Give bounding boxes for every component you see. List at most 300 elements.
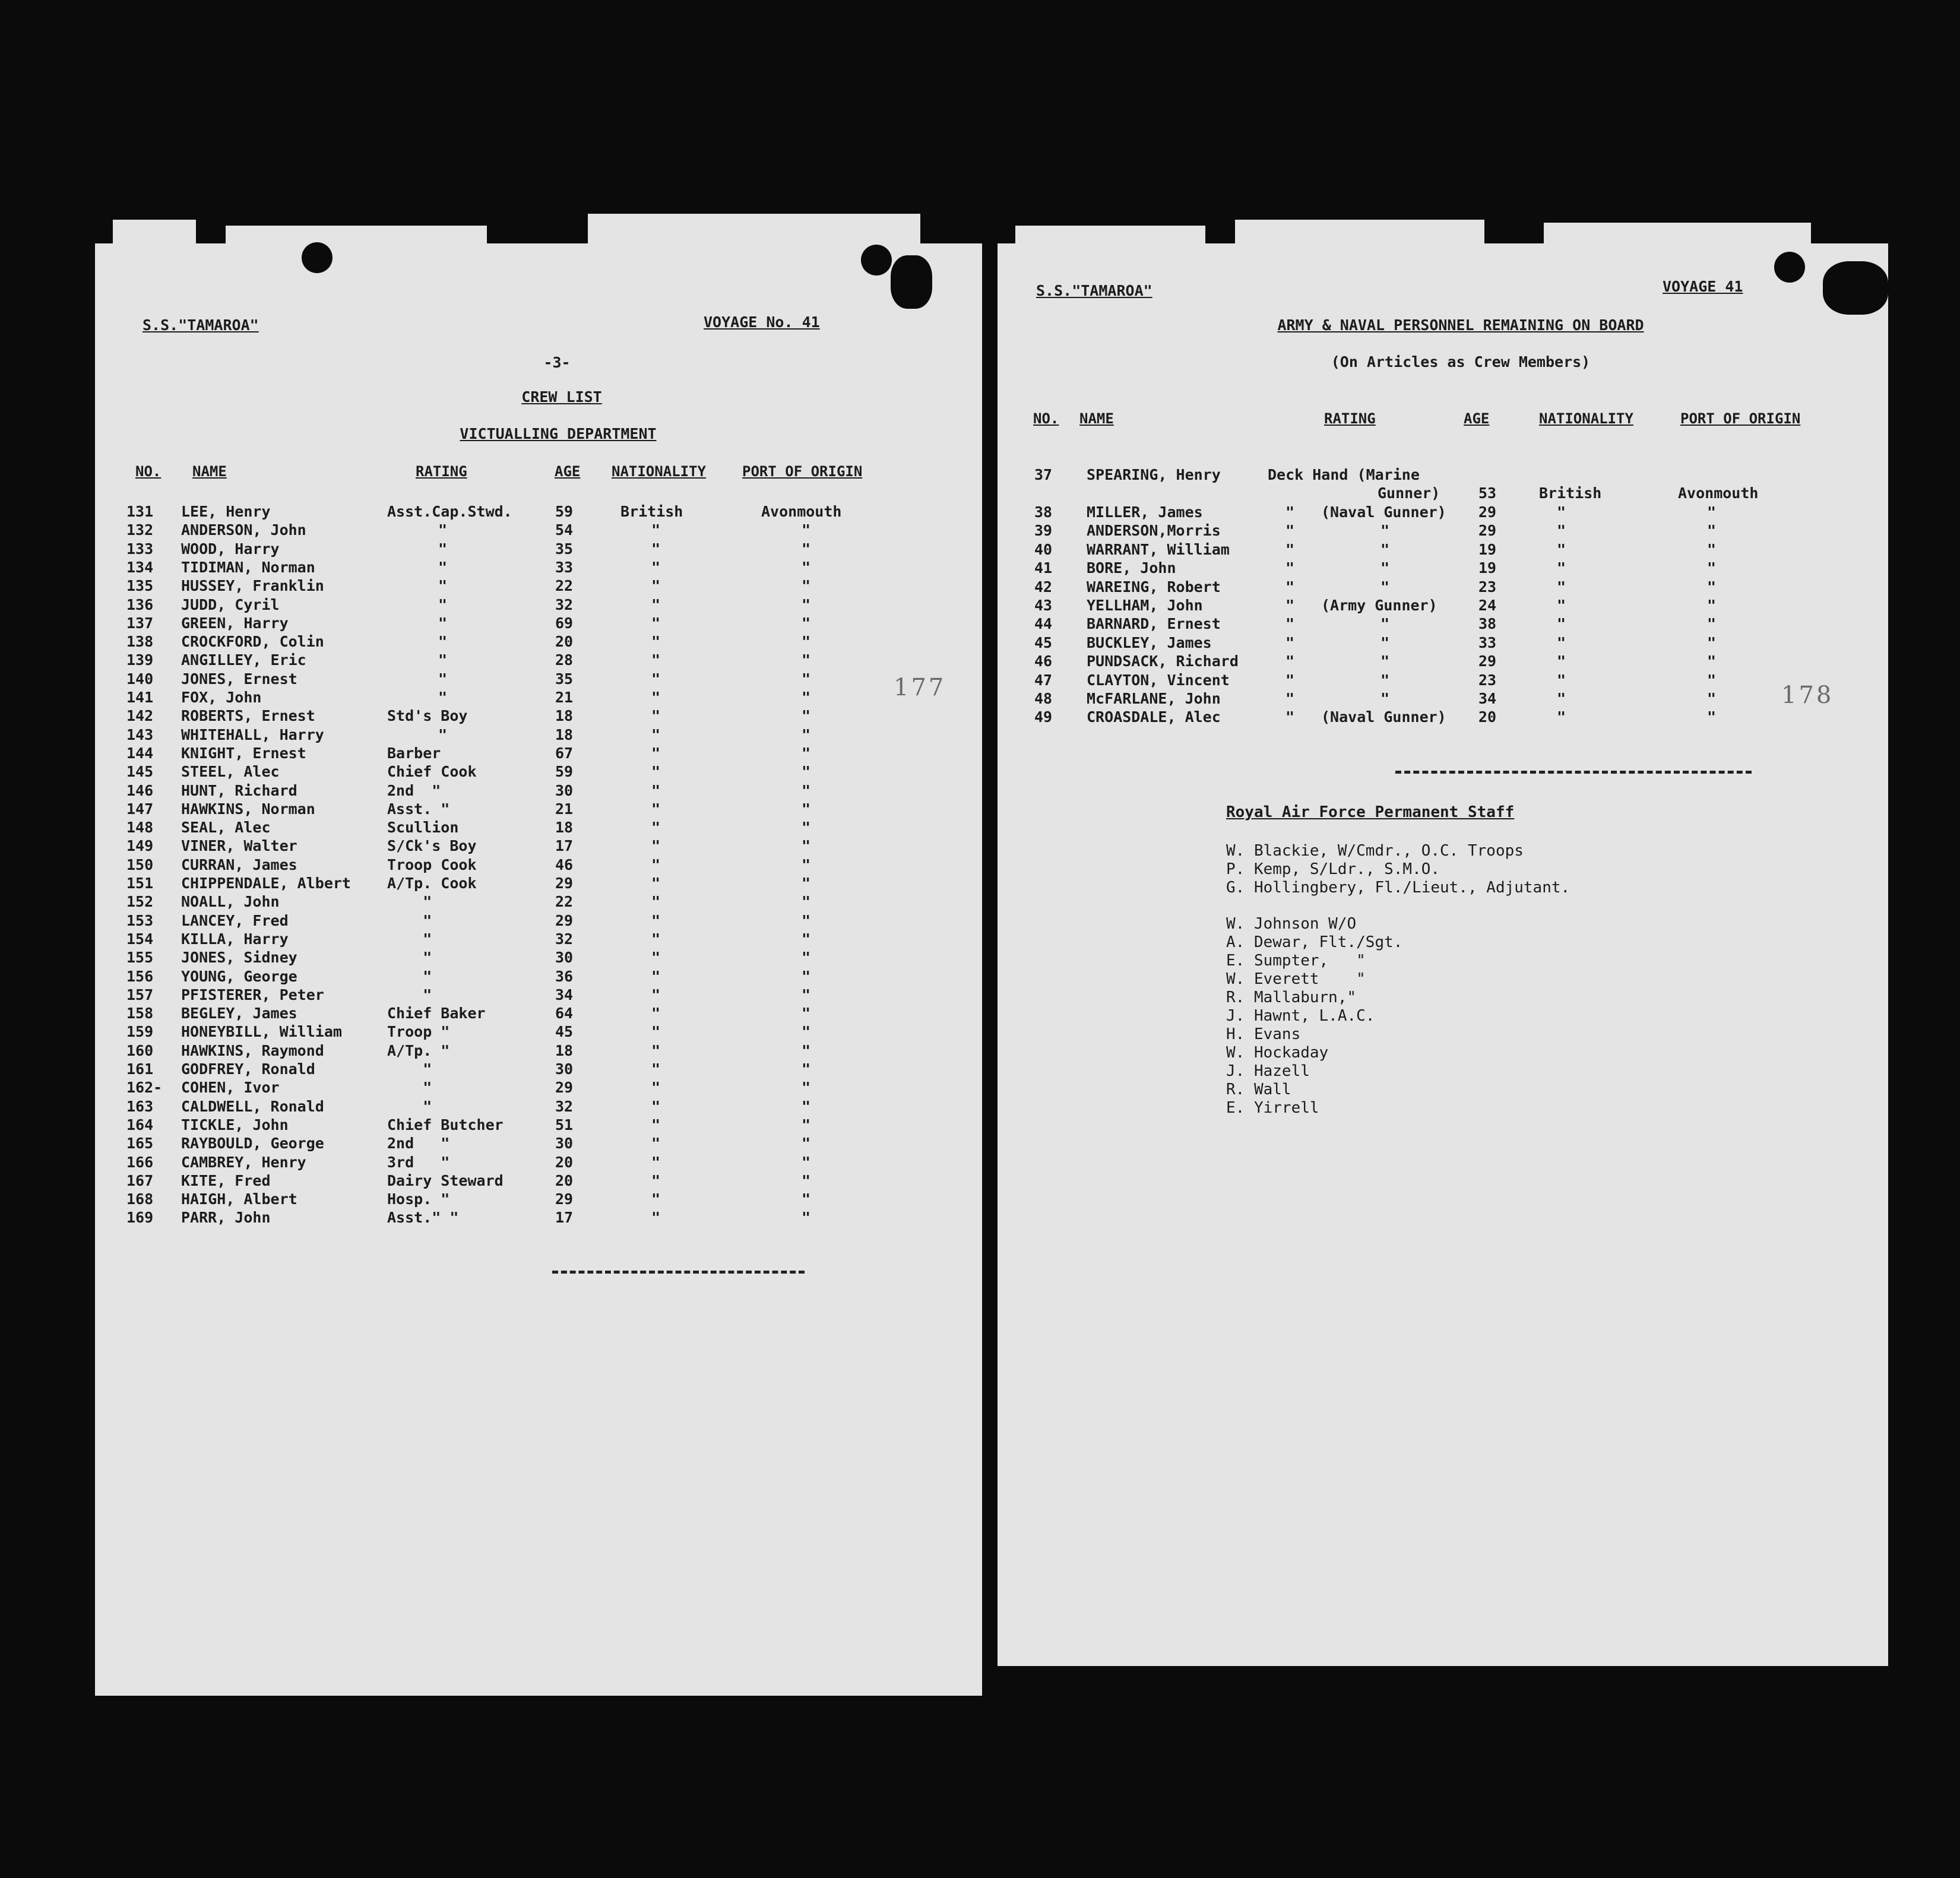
row-port: " bbox=[802, 930, 811, 948]
row-port: " bbox=[802, 875, 811, 892]
row-rating: A/Tp. Cook bbox=[387, 875, 477, 892]
row-number: 37 bbox=[1034, 466, 1053, 483]
row-port: " bbox=[802, 800, 811, 818]
table-row bbox=[0, 503, 1960, 522]
row-rating: " bbox=[438, 558, 448, 576]
row-rating-detail: " bbox=[1380, 690, 1390, 707]
row-age: 29 bbox=[1478, 503, 1497, 521]
row-number: 160 bbox=[126, 1041, 154, 1059]
row-nationality: " bbox=[651, 577, 661, 595]
row-nationality: " bbox=[651, 1097, 661, 1115]
row-rating: " bbox=[1285, 690, 1295, 707]
row-number: 155 bbox=[126, 949, 154, 967]
column-header-rating: RATING bbox=[1324, 410, 1376, 427]
torn-edge bbox=[1823, 261, 1888, 315]
left-page-top-edge bbox=[113, 220, 196, 255]
row-age: 23 bbox=[1478, 671, 1497, 689]
section-title: ARMY & NAVAL PERSONNEL REMAINING ON BOARD bbox=[1277, 316, 1644, 334]
row-name: JONES, Ernest bbox=[181, 670, 297, 688]
row-nationality: " bbox=[1557, 671, 1566, 689]
row-age: 29 bbox=[555, 911, 574, 929]
table-row bbox=[0, 541, 1960, 559]
divider-rule bbox=[1395, 771, 1752, 774]
table-row bbox=[0, 672, 1960, 690]
row-port: " bbox=[1707, 671, 1717, 689]
row-name: CAMBREY, Henry bbox=[181, 1153, 306, 1171]
row-number: 45 bbox=[1034, 634, 1053, 651]
row-port: " bbox=[802, 911, 811, 929]
row-nationality: " bbox=[651, 689, 661, 706]
row-age: 22 bbox=[555, 893, 574, 911]
row-nationality: " bbox=[651, 614, 661, 632]
row-age: 20 bbox=[1478, 708, 1497, 726]
row-name: COHEN, Ivor bbox=[181, 1079, 280, 1097]
row-rating: " bbox=[387, 930, 432, 948]
row-nationality: " bbox=[651, 540, 661, 558]
row-age: 29 bbox=[555, 1079, 574, 1097]
row-port: " bbox=[1707, 708, 1717, 726]
row-port: " bbox=[1707, 653, 1717, 670]
row-port: " bbox=[1707, 634, 1717, 651]
table-row bbox=[0, 559, 1960, 578]
raf-staff-entry: J. Hawnt, L.A.C. bbox=[1226, 1007, 1375, 1025]
row-number: 157 bbox=[126, 986, 154, 1003]
row-rating: " bbox=[1285, 671, 1295, 689]
row-name: SEAL, Alec bbox=[181, 819, 271, 837]
row-rating: Chief Baker bbox=[387, 1005, 486, 1022]
row-name: JONES, Sidney bbox=[181, 949, 297, 967]
punch-hole bbox=[1774, 252, 1805, 283]
table-row bbox=[0, 615, 1960, 634]
column-header-nationality: NATIONALITY bbox=[1539, 410, 1633, 427]
row-age: 38 bbox=[1478, 615, 1497, 633]
raf-staff-entry: E. Sumpter, " bbox=[1226, 952, 1366, 970]
row-rating: 3rd " bbox=[387, 1153, 450, 1171]
row-port: " bbox=[802, 781, 811, 799]
row-name: CROCKFORD, Colin bbox=[181, 633, 324, 651]
row-name: McFARLANE, John bbox=[1087, 690, 1221, 707]
row-port: " bbox=[802, 1116, 811, 1133]
row-age: 45 bbox=[555, 1023, 574, 1041]
row-name: HAWKINS, Norman bbox=[181, 800, 315, 818]
row-name: FOX, John bbox=[181, 689, 262, 706]
row-rating: " bbox=[387, 1097, 432, 1115]
row-number: 133 bbox=[126, 540, 154, 558]
row-rating-detail: " bbox=[1380, 671, 1390, 689]
left-page-top-edge bbox=[226, 226, 487, 255]
row-nationality: " bbox=[1557, 597, 1566, 614]
row-nationality: " bbox=[1557, 708, 1566, 726]
row-nationality: " bbox=[651, 651, 661, 669]
row-name: JUDD, Cyril bbox=[181, 596, 280, 613]
row-rating: Deck Hand (Marine bbox=[1268, 466, 1420, 483]
row-rating: Chief Butcher bbox=[387, 1116, 504, 1133]
row-number: 158 bbox=[126, 1005, 154, 1022]
row-rating: Barber bbox=[387, 744, 441, 762]
row-port: " bbox=[802, 540, 811, 558]
row-name: ANGILLEY, Eric bbox=[181, 651, 306, 669]
row-number: 146 bbox=[126, 781, 154, 799]
row-rating: " bbox=[1285, 503, 1295, 521]
row-nationality: " bbox=[651, 819, 661, 837]
row-port: " bbox=[802, 558, 811, 576]
row-nationality: " bbox=[651, 521, 661, 539]
row-age: 36 bbox=[555, 967, 574, 985]
row-number: 136 bbox=[126, 596, 154, 613]
row-port: " bbox=[802, 689, 811, 706]
column-header-no: NO. bbox=[135, 463, 162, 480]
row-age: 54 bbox=[555, 521, 574, 539]
row-age: 33 bbox=[1478, 634, 1497, 651]
row-age: 32 bbox=[555, 596, 574, 613]
row-port: " bbox=[1707, 503, 1717, 521]
row-port: " bbox=[802, 1171, 811, 1189]
row-number: 162- bbox=[126, 1079, 163, 1097]
row-rating: " bbox=[438, 726, 448, 743]
row-name: BEGLEY, James bbox=[181, 1005, 297, 1022]
row-rating: " bbox=[438, 651, 448, 669]
row-age: 30 bbox=[555, 1060, 574, 1078]
row-nationality: " bbox=[651, 856, 661, 873]
row-rating: Gunner) bbox=[1378, 484, 1440, 502]
row-port: Avonmouth bbox=[1678, 484, 1759, 502]
row-name: RAYBOULD, George bbox=[181, 1135, 324, 1152]
table-row bbox=[0, 578, 1960, 597]
raf-staff-entry: R. Wall bbox=[1226, 1081, 1291, 1098]
row-port: " bbox=[802, 744, 811, 762]
row-nationality: " bbox=[651, 670, 661, 688]
row-number: 147 bbox=[126, 800, 154, 818]
row-nationality: " bbox=[651, 781, 661, 799]
row-rating: Scullion bbox=[387, 819, 459, 837]
row-name: CHIPPENDALE, Albert bbox=[181, 875, 351, 892]
row-number: 39 bbox=[1034, 522, 1053, 540]
row-port: " bbox=[802, 633, 811, 651]
row-name: PUNDSACK, Richard bbox=[1087, 653, 1239, 670]
raf-officer-entry: P. Kemp, S/Ldr., S.M.O. bbox=[1226, 860, 1440, 878]
row-port: " bbox=[802, 614, 811, 632]
row-port: " bbox=[802, 1041, 811, 1059]
row-port: " bbox=[802, 763, 811, 781]
row-port: " bbox=[802, 577, 811, 595]
column-header-no: NO. bbox=[1033, 410, 1059, 427]
row-rating: " bbox=[1285, 522, 1295, 540]
row-port: " bbox=[802, 1153, 811, 1171]
row-age: 17 bbox=[555, 1209, 574, 1227]
row-rating-detail: " bbox=[1380, 522, 1390, 540]
row-number: 150 bbox=[126, 856, 154, 873]
row-age: 30 bbox=[555, 1135, 574, 1152]
row-age: 18 bbox=[555, 819, 574, 837]
row-rating: " bbox=[387, 949, 432, 967]
row-rating: S/Ck's Boy bbox=[387, 837, 477, 855]
row-port: " bbox=[802, 670, 811, 688]
row-port: " bbox=[1707, 540, 1717, 558]
row-nationality: " bbox=[651, 875, 661, 892]
row-number: 140 bbox=[126, 670, 154, 688]
row-age: 32 bbox=[555, 930, 574, 948]
table-row bbox=[0, 708, 1960, 727]
row-rating: Std's Boy bbox=[387, 707, 468, 725]
row-port: " bbox=[802, 1005, 811, 1022]
row-port: " bbox=[1707, 559, 1717, 577]
row-name: PFISTERER, Peter bbox=[181, 986, 324, 1003]
row-port: " bbox=[802, 707, 811, 725]
row-port: " bbox=[802, 1079, 811, 1097]
table-row bbox=[0, 597, 1960, 615]
row-number: 148 bbox=[126, 819, 154, 837]
row-number: 46 bbox=[1034, 653, 1053, 670]
row-name: NOALL, John bbox=[181, 893, 280, 911]
row-rating: " bbox=[387, 1079, 432, 1097]
column-header-name: NAME bbox=[1079, 410, 1114, 427]
column-header-rating: RATING bbox=[416, 463, 467, 480]
row-name: CALDWELL, Ronald bbox=[181, 1097, 324, 1115]
row-nationality: " bbox=[651, 1209, 661, 1227]
row-number: 164 bbox=[126, 1116, 154, 1133]
row-rating-detail: (Naval Gunner) bbox=[1321, 708, 1446, 726]
row-age: 59 bbox=[555, 763, 574, 781]
row-rating: " bbox=[387, 986, 432, 1003]
row-name: GODFREY, Ronald bbox=[181, 1060, 315, 1078]
row-rating-detail: (Army Gunner) bbox=[1321, 597, 1437, 614]
row-nationality: " bbox=[651, 911, 661, 929]
row-number: 153 bbox=[126, 911, 154, 929]
row-rating: Asst.Cap.Stwd. bbox=[387, 503, 512, 520]
raf-staff-entry: W. Everett " bbox=[1226, 970, 1366, 988]
row-age: 29 bbox=[1478, 653, 1497, 670]
row-number: 145 bbox=[126, 763, 154, 781]
row-rating: " bbox=[387, 911, 432, 929]
row-rating: " bbox=[438, 670, 448, 688]
row-port: " bbox=[802, 521, 811, 539]
row-number: 49 bbox=[1034, 708, 1053, 726]
row-rating: " bbox=[438, 596, 448, 613]
row-name: WARRANT, William bbox=[1087, 540, 1230, 558]
row-name: KITE, Fred bbox=[181, 1171, 271, 1189]
row-number: 48 bbox=[1034, 690, 1053, 707]
row-rating: A/Tp. " bbox=[387, 1041, 450, 1059]
row-port: " bbox=[802, 986, 811, 1003]
row-age: 46 bbox=[555, 856, 574, 873]
row-age: 18 bbox=[555, 707, 574, 725]
raf-staff-entry: H. Evans bbox=[1226, 1025, 1301, 1043]
row-nationality: " bbox=[651, 726, 661, 743]
row-rating: " bbox=[1285, 708, 1295, 726]
row-age: 19 bbox=[1478, 540, 1497, 558]
row-port: " bbox=[802, 1023, 811, 1041]
row-age: 69 bbox=[555, 614, 574, 632]
column-header-nationality: NATIONALITY bbox=[612, 463, 706, 480]
table-row bbox=[0, 634, 1960, 653]
table-row bbox=[0, 653, 1960, 671]
row-name: YELLHAM, John bbox=[1087, 597, 1203, 614]
row-nationality: " bbox=[651, 633, 661, 651]
row-port: " bbox=[1707, 597, 1717, 614]
row-nationality: " bbox=[1557, 578, 1566, 596]
row-nationality: British bbox=[620, 503, 683, 520]
row-rating: Dairy Steward bbox=[387, 1171, 504, 1189]
row-nationality: " bbox=[1557, 540, 1566, 558]
row-nationality: " bbox=[651, 967, 661, 985]
row-nationality: " bbox=[651, 837, 661, 855]
row-name: KILLA, Harry bbox=[181, 930, 289, 948]
right-page bbox=[998, 243, 1888, 1666]
row-rating: " bbox=[1285, 615, 1295, 633]
row-port: Avonmouth bbox=[761, 503, 842, 520]
row-name: TICKLE, John bbox=[181, 1116, 289, 1133]
page-stamp: 178 bbox=[1781, 682, 1834, 709]
row-name: WHITEHALL, Harry bbox=[181, 726, 324, 743]
row-nationality: " bbox=[1557, 615, 1566, 633]
row-rating: " bbox=[438, 540, 448, 558]
row-port: " bbox=[802, 893, 811, 911]
row-port: " bbox=[802, 1190, 811, 1208]
row-rating: " bbox=[1285, 559, 1295, 577]
voyage-number: VOYAGE 41 bbox=[1663, 278, 1743, 295]
row-age: 59 bbox=[555, 503, 574, 520]
row-nationality: " bbox=[651, 800, 661, 818]
raf-staff-entry: R. Mallaburn," bbox=[1226, 989, 1357, 1006]
row-rating-detail: " bbox=[1380, 540, 1390, 558]
page-stamp: 177 bbox=[894, 674, 946, 701]
row-age: 34 bbox=[1478, 690, 1497, 707]
row-nationality: " bbox=[651, 1041, 661, 1059]
row-port: " bbox=[802, 1060, 811, 1078]
row-number: 131 bbox=[126, 503, 154, 520]
row-number: 165 bbox=[126, 1135, 154, 1152]
column-header-port: PORT OF ORIGIN bbox=[742, 463, 863, 480]
row-number: 40 bbox=[1034, 540, 1053, 558]
row-rating: Asst." " bbox=[387, 1209, 459, 1227]
row-port: " bbox=[802, 596, 811, 613]
row-name: SPEARING, Henry bbox=[1087, 466, 1221, 483]
row-rating-detail: " bbox=[1380, 578, 1390, 596]
row-name: LEE, Henry bbox=[181, 503, 271, 520]
row-rating: " bbox=[438, 689, 448, 706]
row-number: 163 bbox=[126, 1097, 154, 1115]
row-nationality: " bbox=[651, 744, 661, 762]
row-port: " bbox=[802, 837, 811, 855]
row-age: 51 bbox=[555, 1116, 574, 1133]
raf-section-title: Royal Air Force Permanent Staff bbox=[1226, 803, 1515, 821]
row-number: 38 bbox=[1034, 503, 1053, 521]
row-nationality: " bbox=[651, 1079, 661, 1097]
row-name: HUSSEY, Franklin bbox=[181, 577, 324, 595]
row-nationality: " bbox=[651, 763, 661, 781]
row-number: 143 bbox=[126, 726, 154, 743]
row-name: CLAYTON, Vincent bbox=[1087, 671, 1230, 689]
row-age: 29 bbox=[1478, 522, 1497, 540]
row-age: 28 bbox=[555, 651, 574, 669]
torn-edge bbox=[891, 255, 932, 309]
row-nationality: " bbox=[651, 1135, 661, 1152]
row-number: 166 bbox=[126, 1153, 154, 1171]
row-number: 142 bbox=[126, 707, 154, 725]
row-port: " bbox=[802, 1097, 811, 1115]
row-nationality: " bbox=[1557, 522, 1566, 540]
row-number: 132 bbox=[126, 521, 154, 539]
row-number: 149 bbox=[126, 837, 154, 855]
row-number: 43 bbox=[1034, 597, 1053, 614]
row-name: ANDERSON, John bbox=[181, 521, 306, 539]
row-rating: " bbox=[438, 614, 448, 632]
row-name: PARR, John bbox=[181, 1209, 271, 1227]
divider-rule bbox=[552, 1271, 805, 1274]
row-age: 29 bbox=[555, 1190, 574, 1208]
row-name: HAWKINS, Raymond bbox=[181, 1041, 324, 1059]
raf-staff-entry: A. Dewar, Flt./Sgt. bbox=[1226, 933, 1403, 951]
row-name: TIDIMAN, Norman bbox=[181, 558, 315, 576]
row-port: " bbox=[1707, 578, 1717, 596]
row-age: 20 bbox=[555, 1171, 574, 1189]
row-name: LANCEY, Fred bbox=[181, 911, 289, 929]
row-age: 22 bbox=[555, 577, 574, 595]
row-rating: Asst. " bbox=[387, 800, 450, 818]
row-name: WAREING, Robert bbox=[1087, 578, 1221, 596]
row-rating: Troop Cook bbox=[387, 856, 477, 873]
column-header-name: NAME bbox=[192, 463, 227, 480]
row-age: 30 bbox=[555, 781, 574, 799]
row-rating: " bbox=[387, 1060, 432, 1078]
row-age: 23 bbox=[1478, 578, 1497, 596]
row-nationality: " bbox=[1557, 503, 1566, 521]
row-age: 18 bbox=[555, 726, 574, 743]
row-nationality: " bbox=[651, 949, 661, 967]
row-nationality: " bbox=[651, 1060, 661, 1078]
row-port: " bbox=[802, 819, 811, 837]
row-rating: " bbox=[1285, 597, 1295, 614]
row-name: HONEYBILL, William bbox=[181, 1023, 342, 1041]
row-nationality: " bbox=[651, 1116, 661, 1133]
row-number: 151 bbox=[126, 875, 154, 892]
table-row-continuation bbox=[0, 484, 1960, 503]
row-name: HAIGH, Albert bbox=[181, 1190, 297, 1208]
row-number: 138 bbox=[126, 633, 154, 651]
row-number: 47 bbox=[1034, 671, 1053, 689]
row-number: 144 bbox=[126, 744, 154, 762]
row-number: 41 bbox=[1034, 559, 1053, 577]
row-nationality: " bbox=[651, 1005, 661, 1022]
row-number: 42 bbox=[1034, 578, 1053, 596]
table-row bbox=[0, 690, 1960, 708]
row-nationality: " bbox=[651, 596, 661, 613]
row-port: " bbox=[802, 967, 811, 985]
row-rating: " bbox=[1285, 634, 1295, 651]
row-number: 154 bbox=[126, 930, 154, 948]
row-number: 156 bbox=[126, 967, 154, 985]
row-nationality: " bbox=[651, 893, 661, 911]
row-number: 168 bbox=[126, 1190, 154, 1208]
row-rating-detail: " bbox=[1380, 615, 1390, 633]
row-port: " bbox=[1707, 522, 1717, 540]
row-rating: Chief Cook bbox=[387, 763, 477, 781]
row-age: 67 bbox=[555, 744, 574, 762]
ship-name: S.S."TAMAROA" bbox=[143, 316, 259, 334]
row-name: YOUNG, George bbox=[181, 967, 297, 985]
row-nationality: " bbox=[651, 1171, 661, 1189]
row-nationality: British bbox=[1539, 484, 1602, 502]
row-rating: 2nd " bbox=[387, 1135, 450, 1152]
row-port: " bbox=[1707, 690, 1717, 707]
ship-name: S.S."TAMAROA" bbox=[1036, 282, 1152, 299]
row-rating: " bbox=[387, 967, 432, 985]
row-name: WOOD, Harry bbox=[181, 540, 280, 558]
row-number: 141 bbox=[126, 689, 154, 706]
raf-staff-entry: E. Yirrell bbox=[1226, 1099, 1319, 1117]
row-port: " bbox=[802, 651, 811, 669]
row-age: 21 bbox=[555, 800, 574, 818]
